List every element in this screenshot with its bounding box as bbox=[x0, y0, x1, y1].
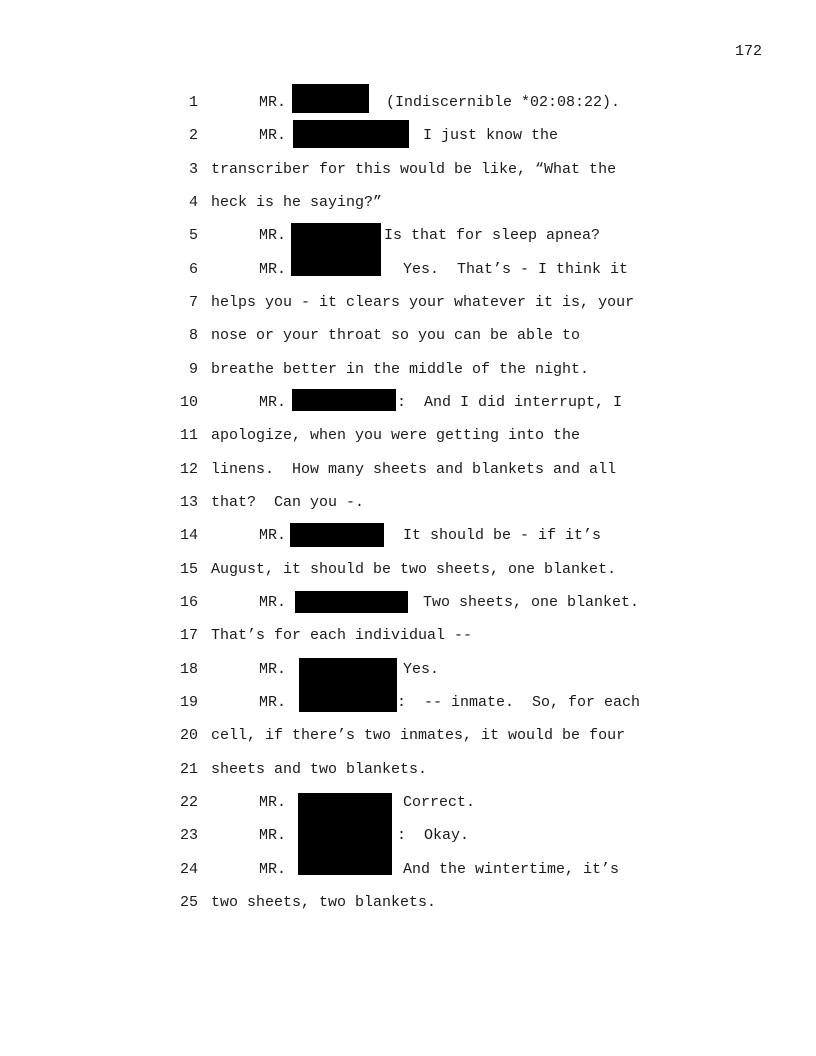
transcript-line bbox=[0, 392, 816, 414]
transcript-line bbox=[0, 159, 816, 181]
page-number: 172 bbox=[734, 43, 762, 60]
speaker-label: MR. bbox=[259, 261, 287, 278]
transcript-line bbox=[0, 525, 816, 547]
transcript-line bbox=[0, 759, 816, 781]
spoken-text: Is that for sleep apnea? bbox=[384, 227, 601, 244]
transcript-line bbox=[0, 692, 816, 714]
transcript-line bbox=[0, 792, 816, 814]
transcript-line bbox=[0, 325, 816, 347]
continuation-text: nose or your throat so you can be able to bbox=[211, 327, 581, 344]
line-number: 2 bbox=[188, 127, 198, 144]
line-number: 19 bbox=[179, 694, 198, 711]
continuation-text: sheets and two blankets. bbox=[211, 761, 428, 778]
spoken-text: (Indiscernible *02:08:22). bbox=[386, 94, 621, 111]
transcript-line bbox=[0, 359, 816, 381]
spoken-text: It should be - if it’s bbox=[403, 527, 602, 544]
line-number: 11 bbox=[179, 427, 198, 444]
continuation-text: heck is he saying?” bbox=[211, 194, 383, 211]
continuation-text: apologize, when you were getting into the bbox=[211, 427, 581, 444]
transcript-line bbox=[0, 625, 816, 647]
speaker-label: MR. bbox=[259, 127, 287, 144]
continuation-text: That’s for each individual -- bbox=[211, 627, 473, 644]
speaker-label: MR. bbox=[259, 527, 287, 544]
redaction-box bbox=[291, 249, 381, 276]
transcript-line bbox=[0, 225, 816, 247]
line-number: 21 bbox=[179, 761, 198, 778]
line-number: 14 bbox=[179, 527, 198, 544]
line-number: 13 bbox=[179, 494, 198, 511]
speaker-label: MR. bbox=[259, 827, 287, 844]
spoken-text: Yes. That’s - I think it bbox=[403, 261, 629, 278]
transcript-line bbox=[0, 592, 816, 614]
redaction-box bbox=[290, 523, 384, 547]
speaker-label: MR. bbox=[259, 861, 287, 878]
speaker-label: MR. bbox=[259, 94, 287, 111]
line-number: 23 bbox=[179, 827, 198, 844]
continuation-text: transcriber for this would be like, “What the bbox=[211, 161, 617, 178]
continuation-text: helps you - it clears your whatever it is, your bbox=[211, 294, 635, 311]
transcript-line bbox=[0, 192, 816, 214]
spoken-text: : Okay. bbox=[397, 827, 470, 844]
redaction-box bbox=[299, 658, 397, 691]
transcript-line bbox=[0, 292, 816, 314]
line-number: 7 bbox=[188, 294, 198, 311]
line-number: 15 bbox=[179, 561, 198, 578]
transcript-line bbox=[0, 825, 816, 847]
spoken-text: Two sheets, one blanket. bbox=[423, 594, 640, 611]
line-number: 17 bbox=[179, 627, 198, 644]
line-number: 20 bbox=[179, 727, 198, 744]
spoken-text: Correct. bbox=[403, 794, 476, 811]
line-number: 3 bbox=[188, 161, 198, 178]
continuation-text: cell, if there’s two inmates, it would be four bbox=[211, 727, 626, 744]
speaker-label: MR. bbox=[259, 694, 287, 711]
redaction-box bbox=[298, 849, 392, 875]
transcript-line bbox=[0, 659, 816, 681]
redaction-box bbox=[291, 223, 381, 250]
line-number: 16 bbox=[179, 594, 198, 611]
line-number: 9 bbox=[188, 361, 198, 378]
redaction-box bbox=[293, 120, 409, 148]
speaker-label: MR. bbox=[259, 661, 287, 678]
redaction-box bbox=[292, 84, 369, 113]
transcript-line bbox=[0, 425, 816, 447]
speaker-label: MR. bbox=[259, 594, 287, 611]
transcript-line bbox=[0, 92, 816, 114]
spoken-text: I just know the bbox=[423, 127, 559, 144]
transcript-line bbox=[0, 725, 816, 747]
continuation-text: linens. How many sheets and blankets and all bbox=[211, 461, 617, 478]
redaction-box bbox=[299, 690, 397, 712]
continuation-text: that? Can you -. bbox=[211, 494, 365, 511]
line-number: 4 bbox=[188, 194, 198, 211]
speaker-label: MR. bbox=[259, 394, 287, 411]
line-number: 6 bbox=[188, 261, 198, 278]
continuation-text: August, it should be two sheets, one blanket. bbox=[211, 561, 617, 578]
redaction-box bbox=[295, 591, 408, 613]
transcript-line bbox=[0, 559, 816, 581]
line-number: 5 bbox=[188, 227, 198, 244]
speaker-label: MR. bbox=[259, 794, 287, 811]
continuation-text: two sheets, two blankets. bbox=[211, 894, 437, 911]
transcript-line bbox=[0, 892, 816, 914]
line-number: 24 bbox=[179, 861, 198, 878]
redaction-box bbox=[292, 389, 396, 411]
spoken-text: : And I did interrupt, I bbox=[397, 394, 623, 411]
spoken-text: : -- inmate. So, for each bbox=[397, 694, 641, 711]
spoken-text: Yes. bbox=[403, 661, 440, 678]
transcript-line bbox=[0, 492, 816, 514]
line-number: 10 bbox=[179, 394, 198, 411]
line-number: 25 bbox=[179, 894, 198, 911]
line-number: 22 bbox=[179, 794, 198, 811]
line-number: 12 bbox=[179, 461, 198, 478]
spoken-text: And the wintertime, it’s bbox=[403, 861, 620, 878]
speaker-label: MR. bbox=[259, 227, 287, 244]
transcript-line bbox=[0, 859, 816, 881]
transcript-line bbox=[0, 259, 816, 281]
line-number: 1 bbox=[188, 94, 198, 111]
line-number: 18 bbox=[179, 661, 198, 678]
transcript-line bbox=[0, 459, 816, 481]
continuation-text: breathe better in the middle of the night. bbox=[211, 361, 590, 378]
line-number: 8 bbox=[188, 327, 198, 344]
